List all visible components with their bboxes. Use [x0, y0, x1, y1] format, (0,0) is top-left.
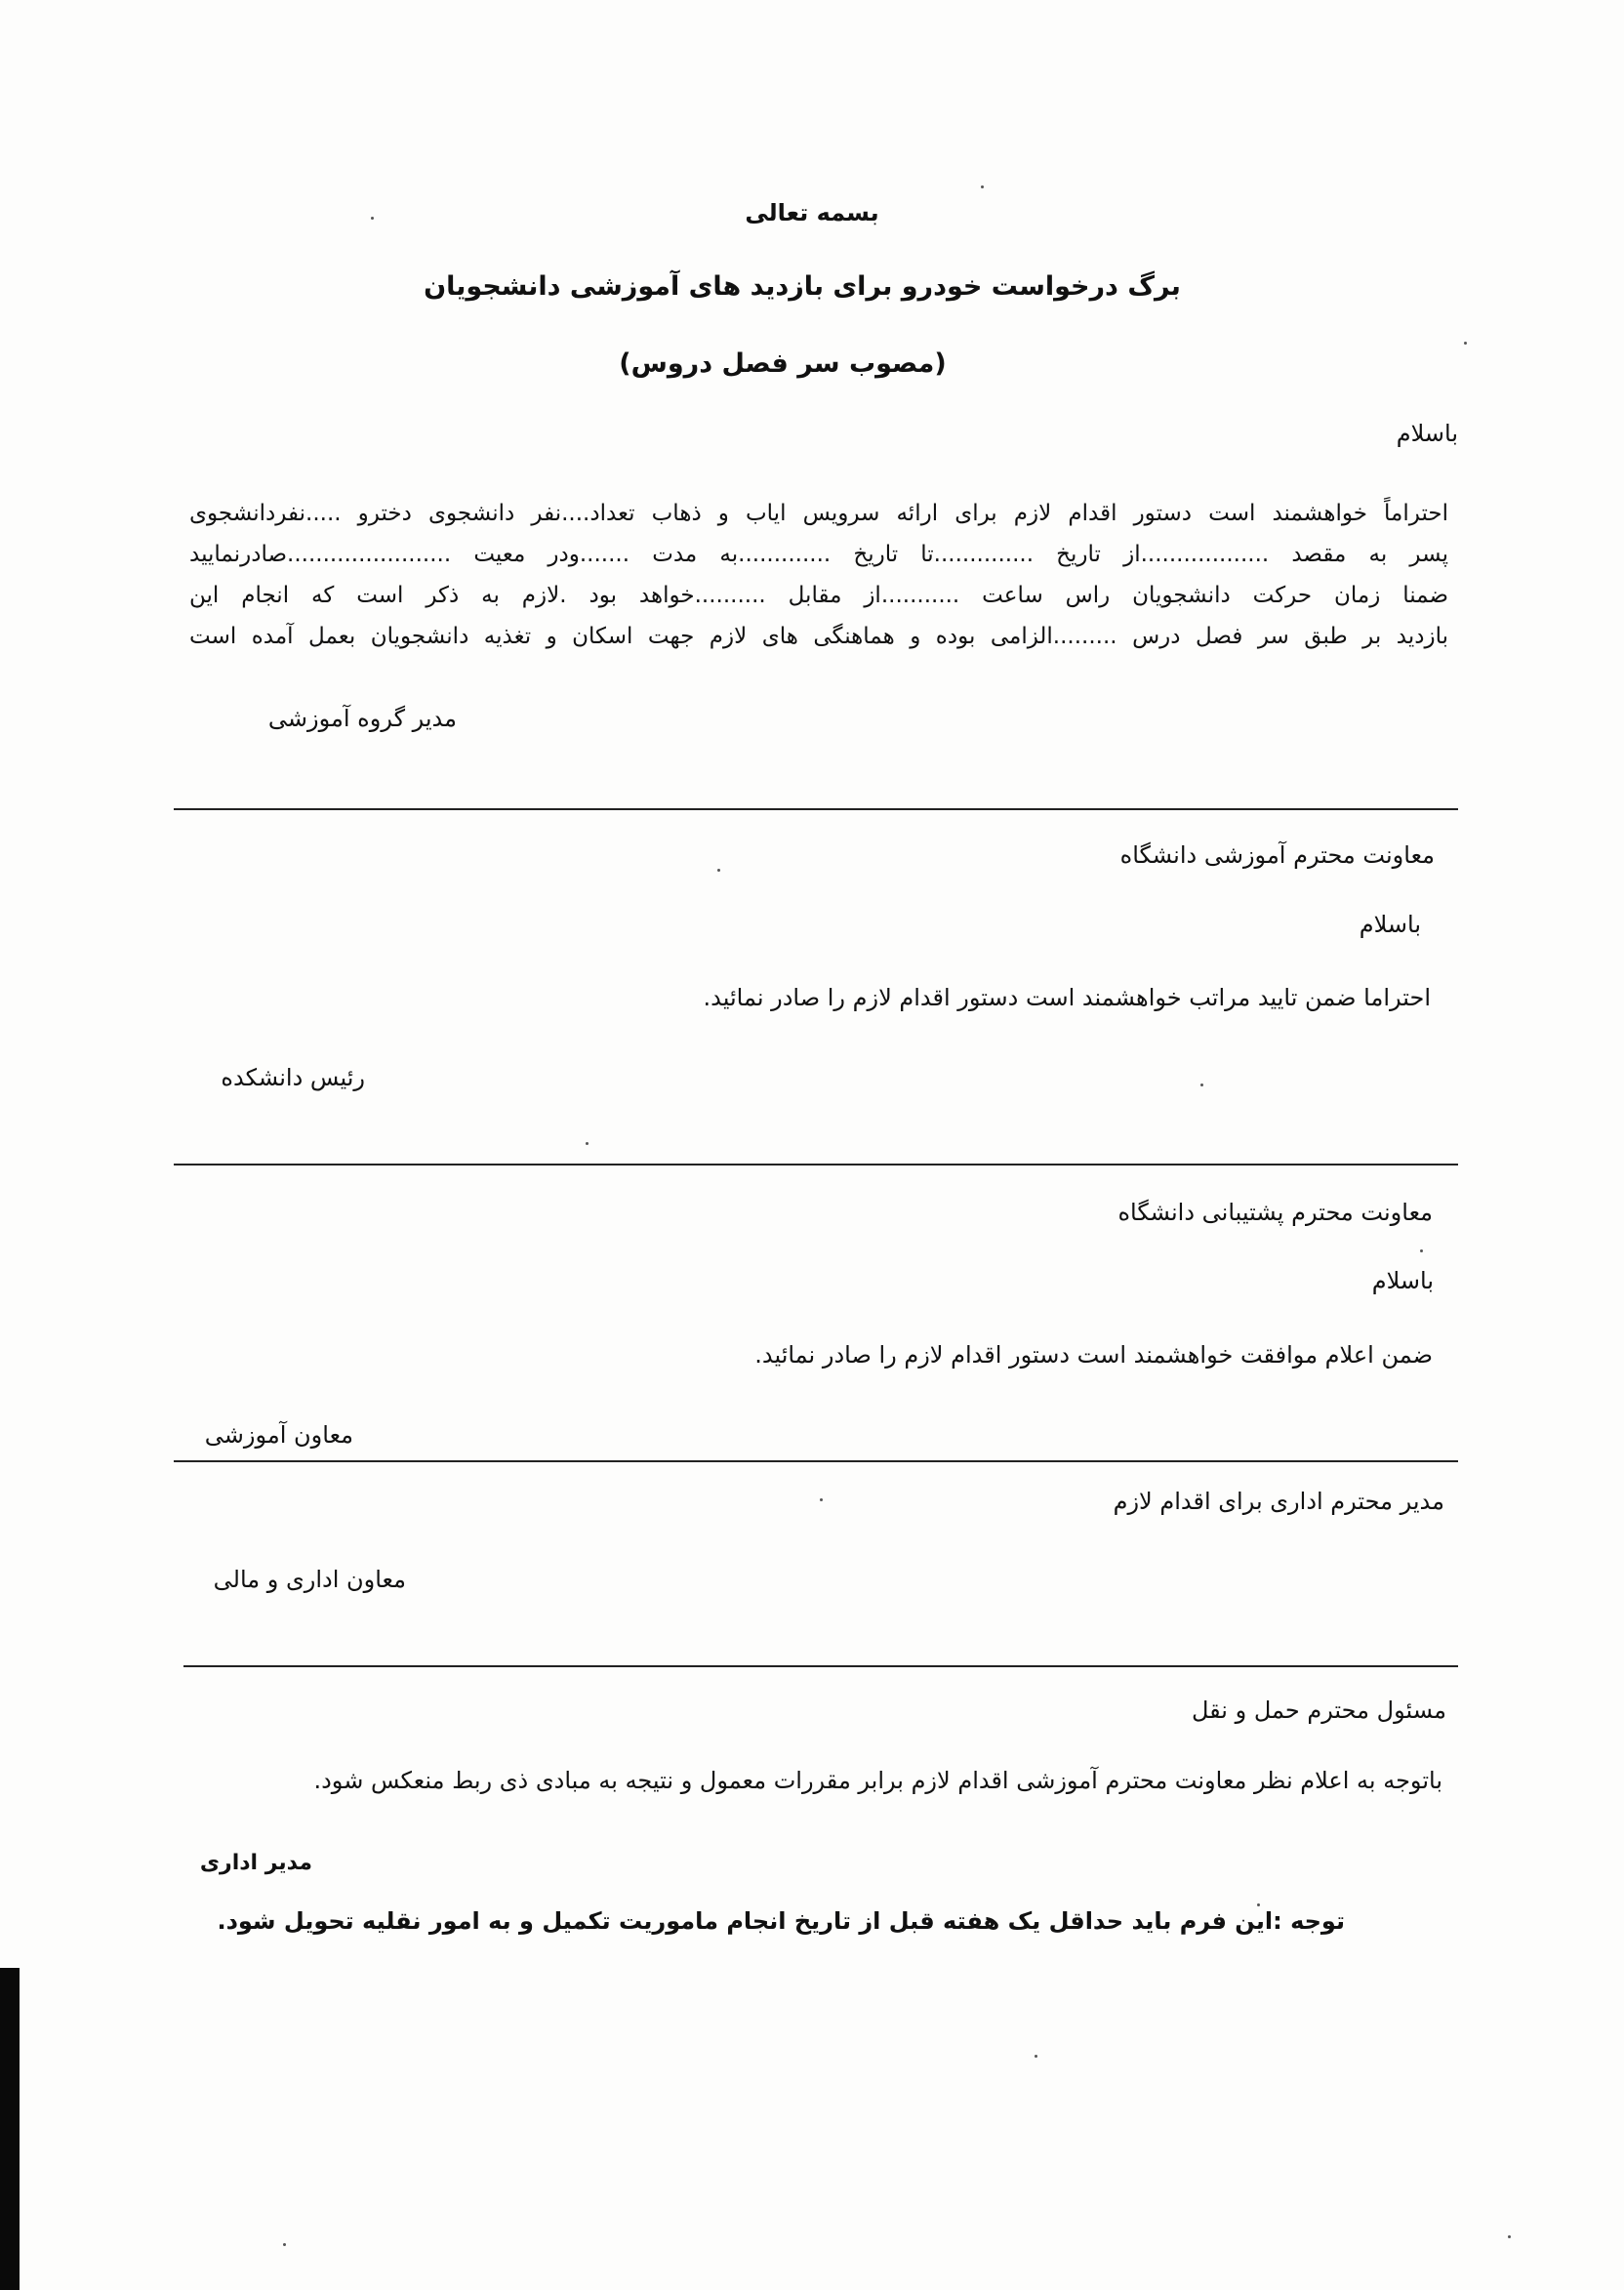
request-line: ضمنا زمان حرکت دانشجویان راس ساعت ...........از مقابل ..........خواهد بود .لازم به ذکر است که انجام این — [189, 583, 1448, 608]
section3-body: ضمن اعلام موافقت خواهشمند است دستور اقدام لازم را صادر نمائید. — [754, 1341, 1433, 1369]
section2-signer: رئیس دانشکده — [221, 1064, 365, 1091]
section3-greeting: باسلام — [1371, 1267, 1434, 1294]
scan-speck — [1464, 342, 1467, 345]
request-line: پسر به مقصد ..................از تاریخ ..............تا تاریخ .............به مدت .......ودر معیت .......................صادرنمایید — [189, 542, 1448, 567]
divider — [174, 1164, 1458, 1165]
form-subtitle: (مصوب سر فصل دروس) — [619, 348, 947, 379]
scan-speck — [1200, 1084, 1203, 1086]
request-line: بازدید بر طبق سر فصل درس .........الزامی بوده و هماهنگی های لازم جهت اسکان و تغذیه دانشجویان بعمل آمده است — [189, 624, 1448, 649]
divider — [183, 1665, 1458, 1667]
section1-signer: مدیر گروه آموزشی — [267, 705, 457, 732]
scan-speck — [1508, 2235, 1511, 2238]
note: توجه :این فرم باید حداقل یک هفته قبل از تاریخ انجام ماموریت تکمیل و به امور نقلیه تحویل شود. — [217, 1907, 1345, 1935]
section4-signer: معاون اداری و مالی — [213, 1566, 406, 1593]
section5-signer: مدیر اداری — [199, 1851, 312, 1875]
section2-body: احتراما ضمن تایید مراتب خواهشمند است دستور اقدام لازم را صادر نمائید. — [703, 984, 1431, 1011]
section5-body: باتوجه به اعلام نظر معاونت محترم آموزشی اقدام لازم برابر مقررات معمول و نتیجه به مبادی ذی ربط منعکس شود. — [313, 1767, 1442, 1794]
section3-addressee: معاونت محترم پشتیبانی دانشگاه — [1117, 1199, 1433, 1226]
divider — [174, 1460, 1458, 1462]
section3-signer: معاون آموزشی — [204, 1421, 353, 1449]
section4-addressee: مدیر محترم اداری برای اقدام لازم — [1113, 1488, 1444, 1515]
scan-speck — [1420, 1249, 1423, 1252]
scan-edge-shadow — [0, 1968, 20, 2290]
request-paragraph — [189, 493, 1448, 657]
invocation: بسمه تعالی — [745, 199, 879, 226]
scan-speck — [586, 1142, 589, 1145]
scan-speck — [1257, 1903, 1260, 1906]
section1-greeting: باسلام — [1396, 420, 1458, 447]
scan-speck — [820, 1498, 823, 1501]
scan-speck — [717, 869, 720, 872]
scan-speck — [371, 217, 374, 220]
section2-addressee: معاونت محترم آموزشی دانشگاه — [1119, 841, 1435, 869]
scan-speck — [283, 2243, 286, 2246]
scan-speck — [1035, 2055, 1037, 2058]
request-line: احتراماً خواهشمند است دستور اقدام لازم برای ارائه سرویس ایاب و ذهاب تعداد....نفر دانشجوی دخترو .....نفردانشجوی — [189, 501, 1448, 526]
divider — [174, 808, 1458, 810]
section5-addressee: مسئول محترم حمل و نقل — [1191, 1697, 1446, 1724]
form-title: برگ درخواست خودرو برای بازدید های آموزشی دانشجویان — [424, 271, 1181, 302]
section2-greeting: باسلام — [1359, 911, 1421, 938]
scan-speck — [981, 185, 984, 188]
